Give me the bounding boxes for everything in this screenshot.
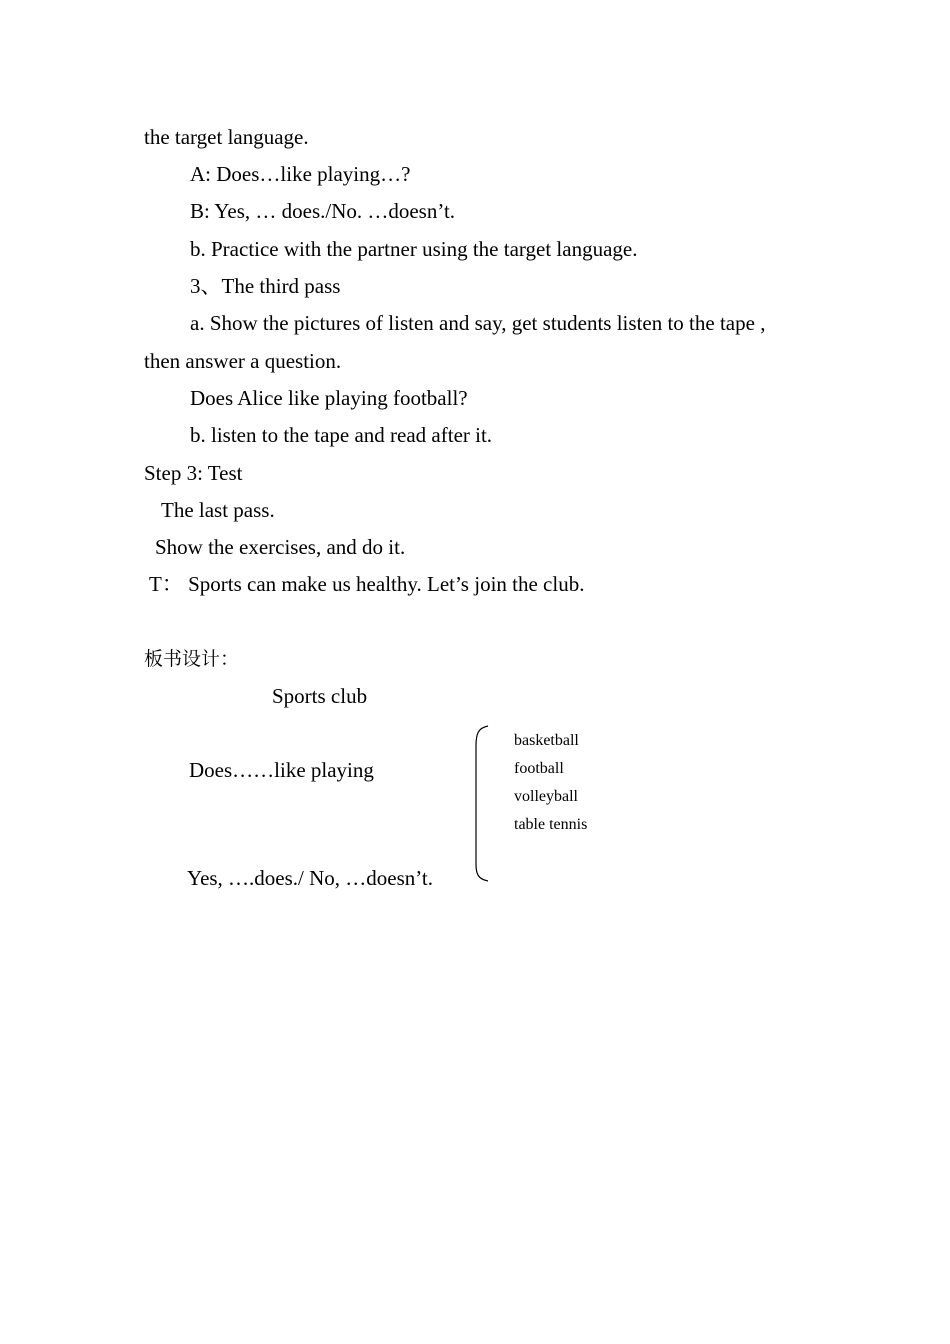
text-line-dialog-b: B: Yes, … does./No. …doesn’t. [190,199,456,223]
text-line-show-pictures: a. Show the pictures of listen and say, get students listen to the tape , [190,311,766,335]
text-line-dialog-a: A: Does…like playing…? [190,162,411,186]
text-line-listen-tape: b. listen to the tape and read after it. [190,423,493,447]
brace-icon [470,724,494,884]
board-answer: Yes, ….does./ No, …doesn’t. [187,866,433,890]
board-question: Does……like playing [189,758,374,782]
board-design-heading: 板书设计： [144,648,240,670]
sport-item: basketball [514,732,579,749]
text-line-show-exercises: Show the exercises, and do it. [155,535,406,559]
text-line-target-language: the target language. [144,125,309,149]
sport-item: football [514,760,564,777]
text-line-step3-test: Step 3: Test [144,461,243,485]
sport-item: table tennis [514,816,588,833]
text-line-teacher-note: T： Sports can make us healthy. Let’s join the club. [149,572,585,596]
text-line-third-pass: 3、The third pass [190,274,341,298]
sport-item: volleyball [514,788,578,805]
text-line-answer-question: then answer a question. [144,349,342,373]
text-line-alice-question: Does Alice like playing football? [190,386,468,410]
text-line-last-pass: The last pass. [161,498,275,522]
text-line-practice: b. Practice with the partner using the target language. [190,237,638,261]
board-title: Sports club [272,684,368,708]
